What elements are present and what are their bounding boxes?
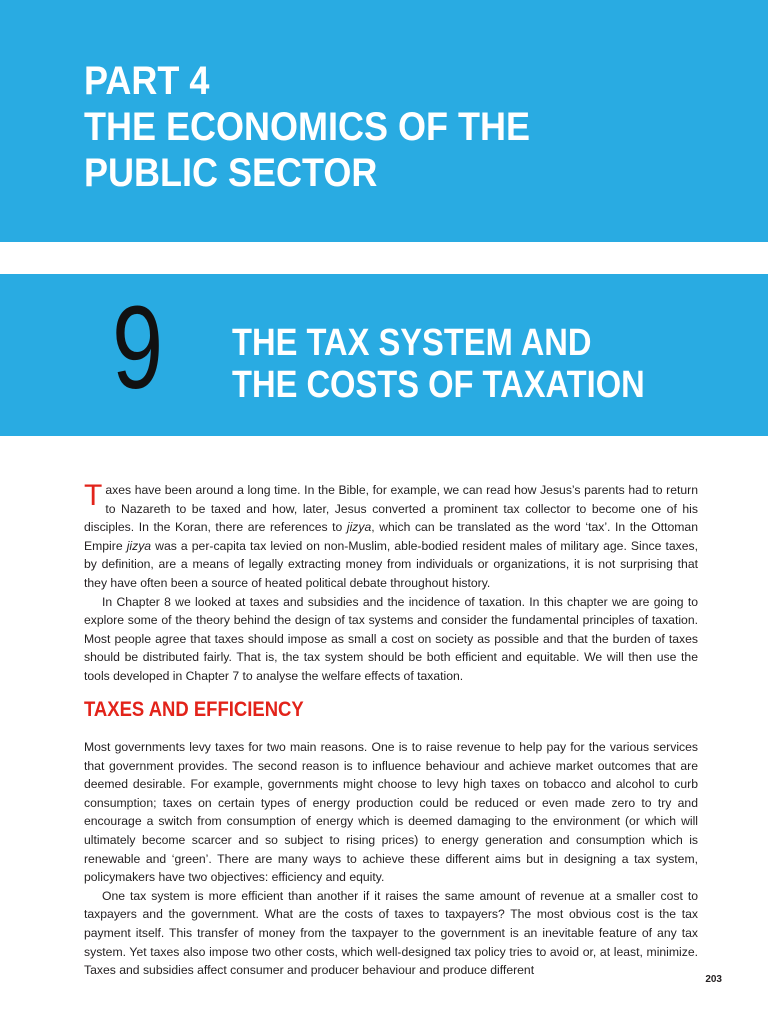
chapter-title-line-1: THE TAX SYSTEM AND: [232, 322, 592, 364]
intro-paragraph-2: In Chapter 8 we looked at taxes and subsidies and the incidence of taxation. In this chapter we are going to explore some of the theory behind the design of tax systems and consider the fundamental principles of taxation. Most people agree that taxes should impose as small a cost on society as possible and that the burden of taxes should be distributed fairly. That is, the tax system should be both efficient and equitable. We will then use the tools developed in Chapter 7 to analyse the welfare effects of taxation.: [84, 594, 698, 683]
drop-cap: T: [84, 479, 103, 512]
chapter-number: 9: [112, 282, 164, 414]
part-title: [84, 58, 530, 196]
page-number: 203: [705, 974, 722, 985]
section-paragraph-2: One tax system is more efficient than another if it raises the same amount of revenue at a smaller cost to taxpayers and the government. What are the costs of taxes to taxpayers? The most obvious cost is the tax payment itself. This transfer of money from the taxpayer to the government is an inevitable feature of any tax system. Yet taxes also impose two other costs, which well-designed tax policy tries to avoid or, at least, minimize. Taxes and subsidies affect consumer and producer behaviour and produce different: [84, 888, 698, 978]
section-paragraph-1: Most governments levy taxes for two main reasons. One is to raise revenue to help pay for the various services that government provides. The second reason is to influence behaviour and achieve market outcomes that are deemed desirable. For example, governments might choose to levy high taxes on tobacco and alcohol to curb consumption; taxes on certain types of energy production could be reduced or even made zero to try and encourage a switch from consumption of energy which is deemed damaging to the environment (or which will ultimately become scarcer and so subject to rising prices) to energy generation and consumption which is renewable and ‘green’. There are many ways to achieve these different aims but in designing a tax system, policymakers have two objectives: efficiency and equity.: [84, 740, 698, 885]
chapter-title-line-2: THE COSTS OF TAXATION: [232, 364, 645, 406]
chapter-intro: [84, 481, 698, 686]
part-title-line-1: THE ECONOMICS OF THE: [84, 105, 531, 149]
term-jizya: jizya: [126, 538, 152, 553]
intro-paragraph-1: Taxes have been around a long time. In the Bible, for example, we can read how Jesus’s parents had to return to Nazareth to be taxed and how, later, Jesus converted a prominent tax collector to become one of his disciples. In the Koran, there are references to jizya, which can be translated as the word ‘tax’. In the Ottoman Empire jizya was a per-capita tax levied on non-Muslim, able-bodied resident males of military age. Since taxes, by definition, are a means of legally extracting money from individuals or organizations, it is not surprising that they have often been a source of heated political debate throughout history.: [84, 479, 698, 590]
section-body: [84, 738, 698, 980]
part-title-line-2: PUBLIC SECTOR: [84, 151, 378, 195]
chapter-title: [232, 322, 645, 406]
section-heading: TAXES AND EFFICIENCY: [84, 698, 304, 721]
term-jizya: jizya: [346, 520, 372, 535]
part-label: PART 4: [84, 59, 210, 103]
